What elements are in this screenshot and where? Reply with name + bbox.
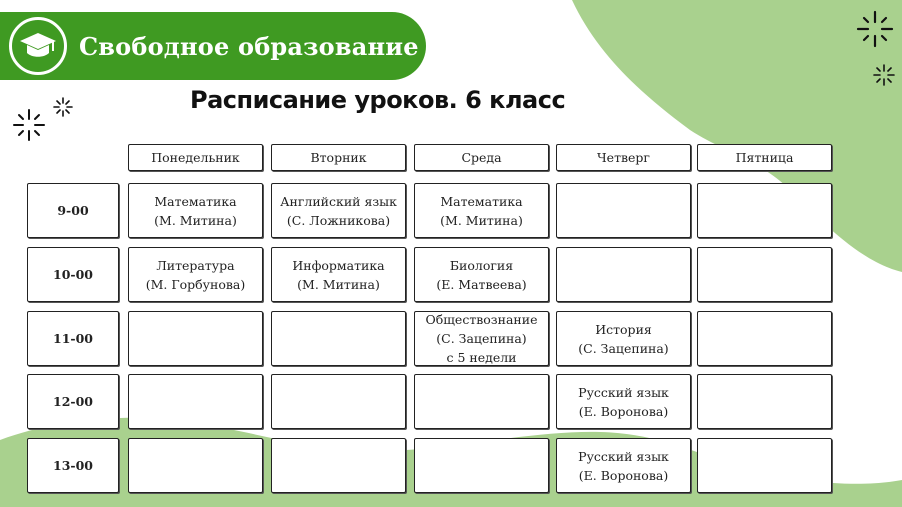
lesson-subject: Русский язык — [578, 448, 669, 464]
time-slot — [27, 374, 119, 429]
lesson-teacher: (М. Митина) — [297, 276, 380, 292]
lesson-cell — [271, 247, 406, 302]
day-header — [271, 144, 406, 171]
empty-lesson-cell — [556, 247, 691, 302]
empty-lesson-cell — [697, 374, 832, 429]
empty-lesson-cell — [271, 374, 406, 429]
lesson-subject: Биология — [449, 257, 514, 273]
empty-lesson-cell — [128, 438, 263, 493]
brand-name: Свободное образование — [79, 31, 419, 61]
lesson-subject: Обществознание — [425, 312, 538, 327]
lesson-teacher: (М. Митина) — [440, 212, 523, 228]
empty-lesson-cell — [414, 374, 549, 429]
time-slot — [27, 247, 119, 302]
lesson-cell — [271, 183, 406, 238]
lesson-cell — [556, 374, 691, 429]
empty-lesson-cell — [128, 374, 263, 429]
lesson-cell — [128, 183, 263, 238]
day-header — [128, 144, 263, 171]
lesson-teacher: (Е. Матвеева) — [436, 276, 527, 292]
sparkle-icon — [856, 10, 894, 48]
empty-lesson-cell — [556, 183, 691, 238]
lesson-subject: История — [595, 321, 652, 337]
time-slot-label: 10-00 — [53, 267, 93, 282]
empty-lesson-cell — [271, 438, 406, 493]
lesson-note: с 5 недели — [446, 350, 517, 365]
day-header — [697, 144, 832, 171]
day-header-label: Пятница — [735, 150, 794, 165]
lesson-teacher: (Е. Воронова) — [578, 403, 669, 419]
sparkle-icon — [53, 97, 73, 117]
day-header — [414, 144, 549, 171]
time-slot-label: 9-00 — [57, 203, 89, 218]
lesson-subject: Математика — [440, 193, 523, 209]
lesson-teacher: (С. Зацепина) — [578, 340, 669, 356]
day-header-label: Понедельник — [151, 150, 240, 165]
lesson-teacher: (М. Митина) — [154, 212, 237, 228]
lesson-subject: Английский язык — [280, 193, 397, 209]
lesson-subject: Математика — [154, 193, 237, 209]
day-header-label: Четверг — [597, 150, 650, 165]
lesson-teacher: (С. Зацепина) — [436, 331, 527, 346]
time-slot-label: 13-00 — [53, 458, 93, 473]
sparkle-icon — [873, 64, 895, 86]
page-title: Расписание уроков. 6 класс — [190, 86, 566, 114]
lesson-cell — [556, 311, 691, 366]
time-slot-label: 11-00 — [53, 331, 93, 346]
lesson-teacher: (С. Ложникова) — [286, 212, 391, 228]
time-slot — [27, 311, 119, 366]
sparkle-icon — [12, 108, 46, 142]
time-slot-label: 12-00 — [53, 394, 93, 409]
lesson-cell — [414, 183, 549, 238]
lesson-cell — [128, 247, 263, 302]
lesson-subject: Русский язык — [578, 384, 669, 400]
empty-lesson-cell — [414, 438, 549, 493]
time-slot — [27, 183, 119, 238]
empty-lesson-cell — [697, 247, 832, 302]
lesson-subject: Информатика — [292, 257, 385, 273]
empty-lesson-cell — [128, 311, 263, 366]
graduation-cap-icon — [9, 17, 67, 75]
day-header — [556, 144, 691, 171]
lesson-cell — [414, 311, 549, 366]
lesson-teacher: (М. Горбунова) — [145, 276, 246, 292]
lesson-cell — [556, 438, 691, 493]
brand-banner — [0, 12, 426, 80]
lesson-teacher: (Е. Воронова) — [578, 467, 669, 483]
empty-lesson-cell — [697, 311, 832, 366]
lesson-cell — [414, 247, 549, 302]
day-header-label: Вторник — [310, 150, 367, 165]
day-header-label: Среда — [461, 150, 502, 165]
time-slot — [27, 438, 119, 493]
empty-lesson-cell — [697, 438, 832, 493]
empty-lesson-cell — [271, 311, 406, 366]
empty-lesson-cell — [697, 183, 832, 238]
lesson-subject: Литература — [156, 257, 235, 273]
